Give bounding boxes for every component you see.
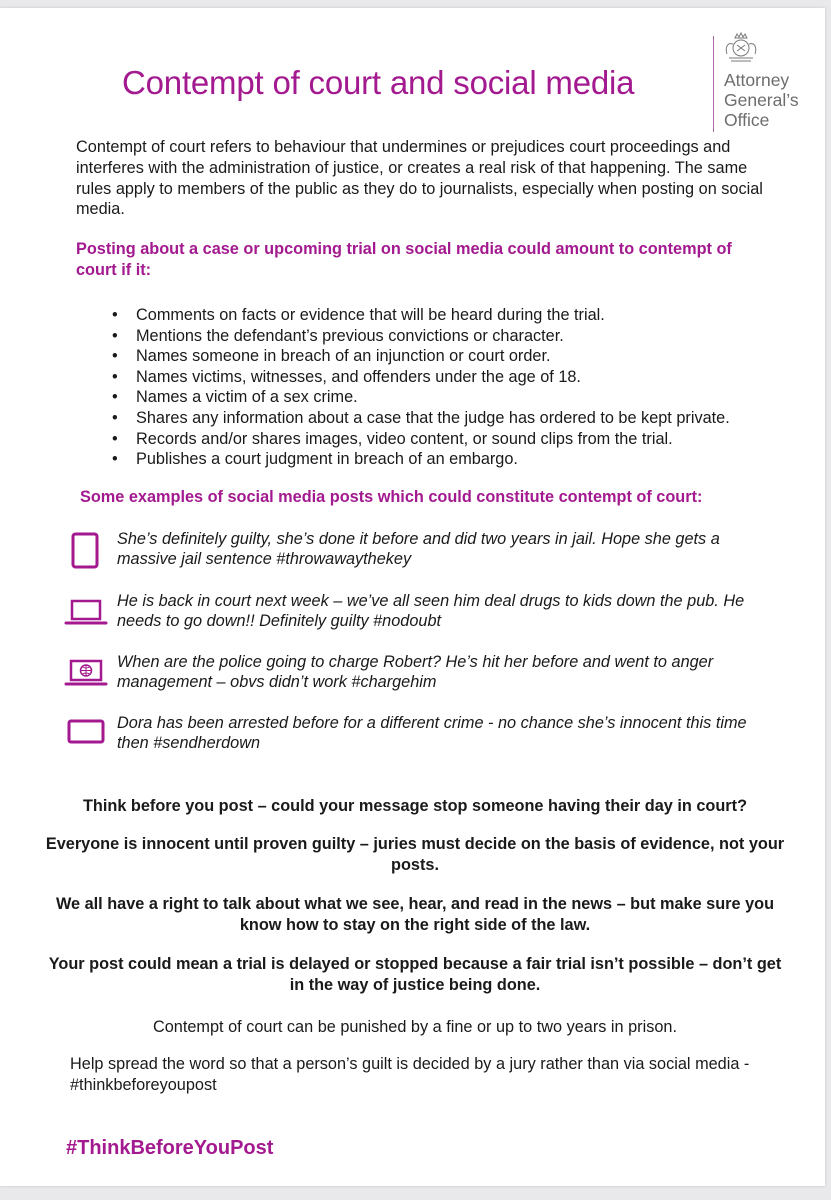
example-post xyxy=(64,591,784,641)
example-post-text: When are the police going to charge Robert? He’s hit her before and went to anger management – obvs didn’t work #chargehim xyxy=(117,653,714,692)
intro-paragraph: Contempt of court refers to behaviour that undermines or prejudices court proceedings and interferes with the administration of justice, or creates a real risk of that happening. The same rules apply to members of the public as they do to journalists, especially when posting on social media. xyxy=(76,138,763,219)
logo-divider xyxy=(713,36,714,132)
bullet-icon: • xyxy=(112,347,118,366)
example-post xyxy=(64,713,784,763)
list-item xyxy=(112,326,792,347)
bullet-icon: • xyxy=(112,408,118,427)
list-item-text: Names a victim of a sex crime. xyxy=(136,388,358,407)
bullet-icon: • xyxy=(112,326,118,345)
list-item-text: Records and/or shares images, video content, or sound clips from the trial. xyxy=(136,429,673,448)
laptop-globe-icon xyxy=(64,652,108,696)
example-post xyxy=(64,529,784,579)
document-page xyxy=(0,8,825,1186)
laptop-icon xyxy=(64,591,108,635)
tablet-icon xyxy=(64,529,108,573)
list-item xyxy=(112,429,792,450)
list-item xyxy=(112,387,792,408)
example-post-text: He is back in court next week – we’ve all seen him deal drugs to kids down the pub. He needs to go down!! Definitely guilty #nodoubt xyxy=(117,592,745,631)
list-item xyxy=(112,449,792,470)
message-trial-delayed: Your post could mean a trial is delayed or stopped because a fair trial isn’t possible – don’t get in the way of justice being done. xyxy=(48,955,782,994)
list-item-text: Publishes a court judgment in breach of an embargo. xyxy=(136,450,518,469)
list-item-text: Mentions the defendant’s previous convictions or character. xyxy=(136,326,564,345)
page-title: Contempt of court and social media xyxy=(122,64,635,101)
royal-crest-icon xyxy=(721,30,761,64)
list-item-text: Comments on facts or evidence that will be heard during the trial. xyxy=(136,306,605,324)
logo-line: Office xyxy=(724,110,770,130)
list-item-text: Shares any information about a case that the judge has ordered to be kept private. xyxy=(136,408,730,427)
example-post-text: She’s definitely guilty, she’s done it before and did two years in jail. Hope she gets a massive jail sentence #throwawaythekey xyxy=(117,530,720,569)
posting-heading: Posting about a case or upcoming trial on social media could amount to contempt of court if it: xyxy=(76,240,732,279)
list-item xyxy=(112,367,792,388)
examples-heading: Some examples of social media posts which could constitute contempt of court: xyxy=(80,488,703,506)
list-item-text: Names someone in breach of an injunction or court order. xyxy=(136,347,551,366)
example-post-text: Dora has been arrested before for a different crime - no chance she’s innocent this time then #sendherdown xyxy=(117,714,747,753)
list-item xyxy=(112,346,792,367)
message-right-to-talk: We all have a right to talk about what we see, hear, and read in the news – but make sure you know how to stay on the right side of the law. xyxy=(55,895,775,934)
bullet-icon: • xyxy=(112,388,118,407)
list-item-text: Names victims, witnesses, and offenders under the age of 18. xyxy=(136,367,581,386)
logo-line: Attorney xyxy=(724,70,790,90)
list-item xyxy=(112,305,792,326)
list-item xyxy=(112,408,792,429)
penalty-text: Contempt of court can be punished by a fine or up to two years in prison. xyxy=(152,1018,677,1036)
contempt-criteria-list xyxy=(112,305,792,470)
bullet-icon: • xyxy=(112,367,118,386)
bullet-icon: • xyxy=(112,306,118,324)
monitor-icon xyxy=(64,713,108,757)
attorney-general-logo xyxy=(713,30,813,134)
example-post xyxy=(64,652,784,702)
message-think-before-post: Think before you post – could your message stop someone having their day in court? xyxy=(82,797,748,815)
message-innocent-until-guilty: Everyone is innocent until proven guilty – juries must decide on the basis of evidence, not your posts. xyxy=(45,835,785,874)
bullet-icon: • xyxy=(112,429,118,448)
help-text: Help spread the word so that a person’s guilt is decided by a jury rather than via social media - #thinkbeforeyoupost xyxy=(70,1055,750,1094)
bullet-icon: • xyxy=(112,450,118,469)
logo-name xyxy=(724,70,814,130)
logo-line: General’s xyxy=(724,90,799,110)
campaign-hashtag: #ThinkBeforeYouPost xyxy=(66,1137,274,1159)
